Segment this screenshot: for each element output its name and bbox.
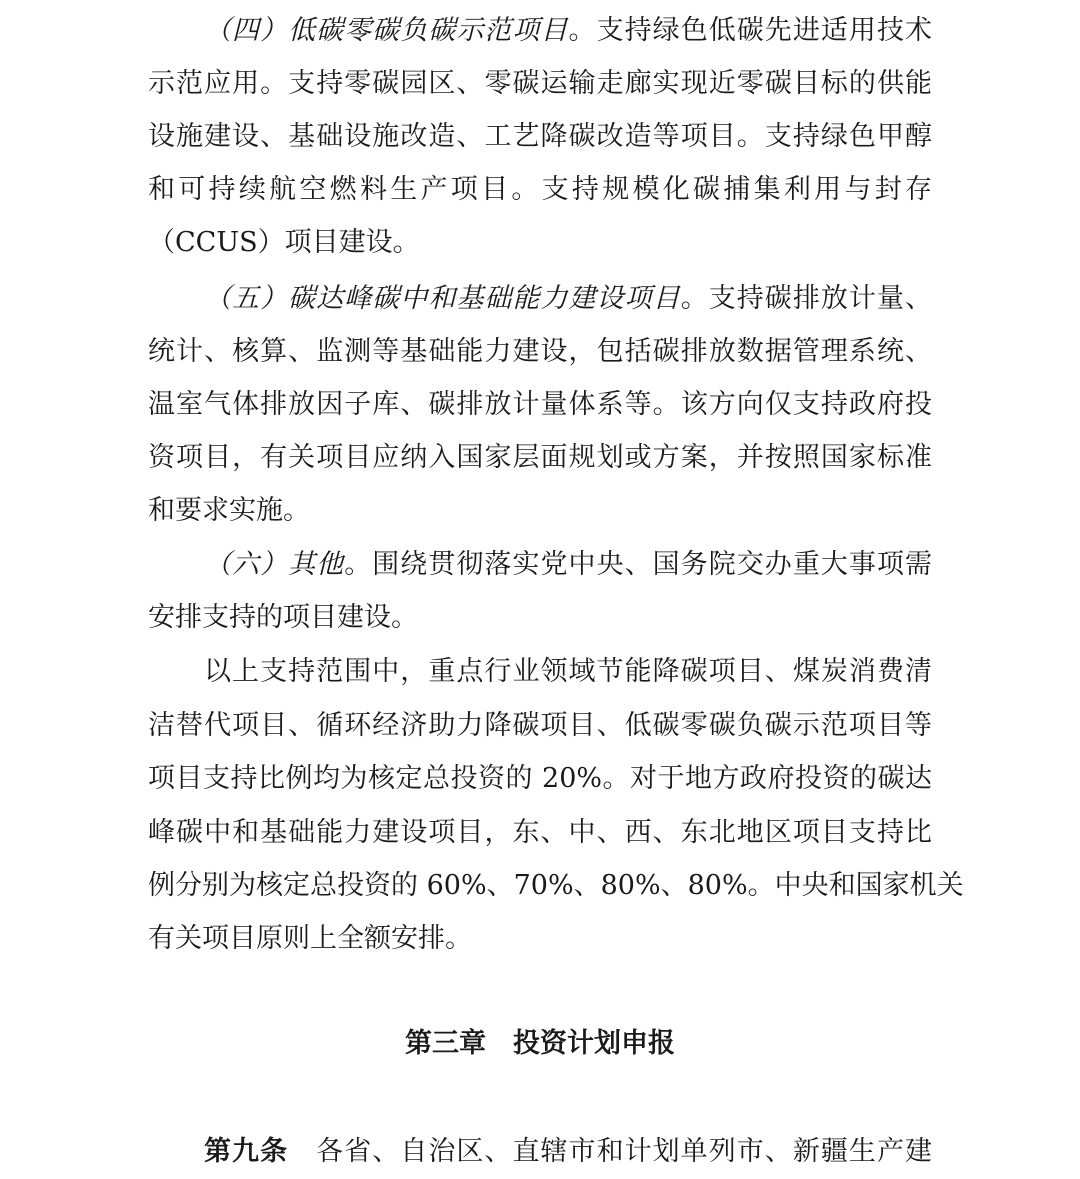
paragraph-4-line-1-text: 。支持绿色低碳先进适用技术 (568, 15, 933, 46)
paragraph-5-line-1-text: 。支持碳排放计量、 (680, 283, 933, 314)
summary-line-6: 有关项目原则上全额安排。 (148, 923, 472, 954)
paragraph-6-line-2: 安排支持的项目建设。 (148, 602, 418, 633)
paragraph-4-line-4: 和可持续航空燃料生产项目。支持规模化碳捕集利用与封存 (148, 174, 932, 205)
paragraph-5-line-5: 和要求实施。 (148, 495, 310, 526)
paragraph-4-line-3: 设施建设、基础设施改造、工艺降碳改造等项目。支持绿色甲醇 (148, 121, 932, 152)
article-9-line-1 (204, 1134, 932, 1170)
paragraph-5-heading: （五）碳达峰碳中和基础能力建设项目 (204, 283, 681, 314)
paragraph-6-heading: （六）其他 (204, 549, 345, 580)
paragraph-5-line-1 (204, 281, 932, 317)
summary-line-2: 洁替代项目、循环经济助力降碳项目、低碳零碳负碳示范项目等 (148, 710, 932, 741)
paragraph-4-line-5: （CCUS）项目建设。 (148, 227, 420, 258)
paragraph-5-line-3: 温室气体排放因子库、碳排放计量体系等。该方向仅支持政府投 (148, 389, 932, 420)
summary-line-4: 峰碳中和基础能力建设项目，东、中、西、东北地区项目支持比 (148, 817, 932, 848)
paragraph-5-line-2: 统计、核算、监测等基础能力建设，包括碳排放数据管理系统、 (148, 336, 932, 367)
paragraph-5-line-4: 资项目，有关项目应纳入国家层面规划或方案，并按照国家标准 (148, 442, 932, 473)
paragraph-6-line-1-text: 。围绕贯彻落实党中央、国务院交办重大事项需 (344, 549, 933, 580)
paragraph-4-line-1 (204, 13, 932, 49)
article-9-heading: 第九条 (204, 1136, 289, 1167)
paragraph-4-heading: （四）低碳零碳负碳示范项目 (204, 15, 569, 46)
summary-line-3: 项目支持比例均为核定总投资的 20%。对于地方政府投资的碳达 (148, 763, 932, 794)
summary-line-1: 以上支持范围中，重点行业领域节能降碳项目、煤炭消费清 (204, 656, 932, 687)
article-9-line-1-text: 各省、自治区、直辖市和计划单列市、新疆生产建 (288, 1136, 933, 1167)
chapter-title: 第三章 投资计划申报 (405, 1028, 675, 1059)
summary-line-5: 例分别为核定总投资的 60%、70%、80%、80%。中央和国家机关 (148, 870, 964, 901)
paragraph-6-line-1 (204, 547, 932, 583)
paragraph-4-line-2: 示范应用。支持零碳园区、零碳运输走廊实现近零碳目标的供能 (148, 68, 932, 99)
